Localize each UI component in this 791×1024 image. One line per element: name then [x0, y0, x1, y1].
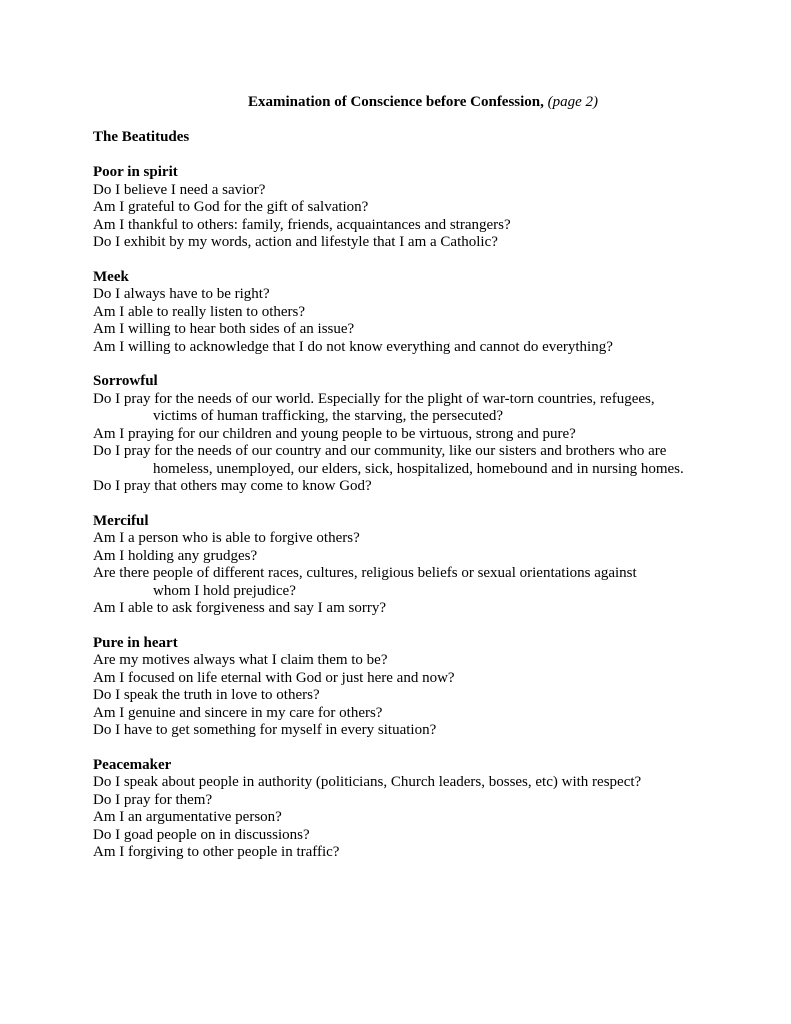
question [93, 286, 733, 304]
question [93, 234, 733, 252]
question-text: Do I pray for the needs of our world. Especially for the plight of war-torn countries, refugees, [93, 390, 655, 407]
question-continuation: whom I hold prejudice? [153, 582, 296, 599]
question [93, 652, 733, 670]
beatitude-group [93, 373, 733, 496]
question-text: Am I praying for our children and young people to be virtuous, strong and pure? [93, 425, 576, 442]
beatitude-heading: Poor in spirit [93, 164, 178, 180]
title-page-note: (page 2) [547, 94, 599, 110]
question-text: Are my motives always what I claim them to be? [93, 652, 388, 668]
question [93, 199, 733, 217]
question-text: Am I holding any grudges? [93, 547, 258, 564]
section-heading: The Beatitudes [93, 129, 190, 145]
question-text: Do I believe I need a savior? [93, 181, 266, 198]
question-text: Do I pray that others may come to know God? [93, 478, 372, 494]
question [93, 182, 733, 200]
question-continuation: victims of human trafficking, the starving, the persecuted? [153, 408, 504, 424]
beatitude-groups [93, 164, 733, 862]
question [93, 217, 733, 235]
question-continuation: homeless, unemployed, our elders, sick, hospitalized, homebound and in nursing homes. [153, 460, 684, 477]
question [93, 687, 733, 705]
beatitude-group [93, 635, 733, 740]
question [93, 844, 733, 862]
question-text: Am I a person who is able to forgive others? [93, 530, 360, 546]
question-text: Am I thankful to others: family, friends, acquaintances and strangers? [93, 216, 511, 233]
question-text: Am I focused on life eternal with God or just here and now? [93, 669, 455, 686]
question-text: Do I have to get something for myself in every situation? [93, 722, 437, 738]
question-text: Am I forgiving to other people in traffic? [93, 844, 340, 860]
question [93, 478, 733, 496]
page-title [113, 93, 733, 111]
question-text: Am I an argumentative person? [93, 809, 282, 825]
question-text: Do I pray for the needs of our country and our community, like our sisters and brothers who are [93, 443, 667, 459]
question [93, 565, 733, 600]
question-text: Do I speak the truth in love to others? [93, 687, 320, 703]
question-text: Do I pray for them? [93, 791, 213, 808]
question [93, 774, 733, 792]
question [93, 600, 733, 618]
title-main: Examination of Conscience before Confession, [247, 94, 544, 110]
question [93, 722, 733, 740]
question [93, 530, 733, 548]
question [93, 670, 733, 688]
question-text: Am I able to really listen to others? [93, 303, 306, 320]
question [93, 792, 733, 810]
question-text: Am I grateful to God for the gift of salvation? [93, 199, 369, 215]
question-text: Am I able to ask forgiveness and say I am sorry? [93, 600, 386, 616]
question [93, 705, 733, 723]
beatitude-heading: Merciful [93, 512, 149, 529]
beatitude-group [93, 269, 733, 357]
beatitude-group [93, 513, 733, 618]
question-text: Do I goad people on in discussions? [93, 826, 310, 843]
question [93, 391, 733, 426]
question-text: Do I speak about people in authority (politicians, Church leaders, bosses, etc) with respect? [93, 774, 642, 790]
question-text: Am I genuine and sincere in my care for others? [93, 704, 383, 721]
question [93, 443, 733, 478]
question-text: Do I always have to be right? [93, 286, 270, 302]
beatitude-heading: Pure in heart [93, 634, 178, 651]
question [93, 304, 733, 322]
beatitude-heading: Peacemaker [93, 756, 172, 773]
question [93, 321, 733, 339]
question-text: Am I willing to acknowledge that I do not know everything and cannot do everything? [93, 338, 613, 355]
beatitude-heading: Meek [93, 268, 129, 285]
question [93, 548, 733, 566]
question [93, 827, 733, 845]
beatitude-group [93, 757, 733, 862]
question [93, 339, 733, 357]
beatitude-heading: Sorrowful [93, 373, 158, 389]
question [93, 426, 733, 444]
question-text: Do I exhibit by my words, action and lifestyle that I am a Catholic? [93, 234, 498, 250]
question [93, 809, 733, 827]
document-page [93, 93, 733, 879]
beatitude-group [93, 164, 733, 252]
question-text: Are there people of different races, cultures, religious beliefs or sexual orientations against [93, 565, 637, 581]
question-text: Am I willing to hear both sides of an issue? [93, 321, 355, 337]
